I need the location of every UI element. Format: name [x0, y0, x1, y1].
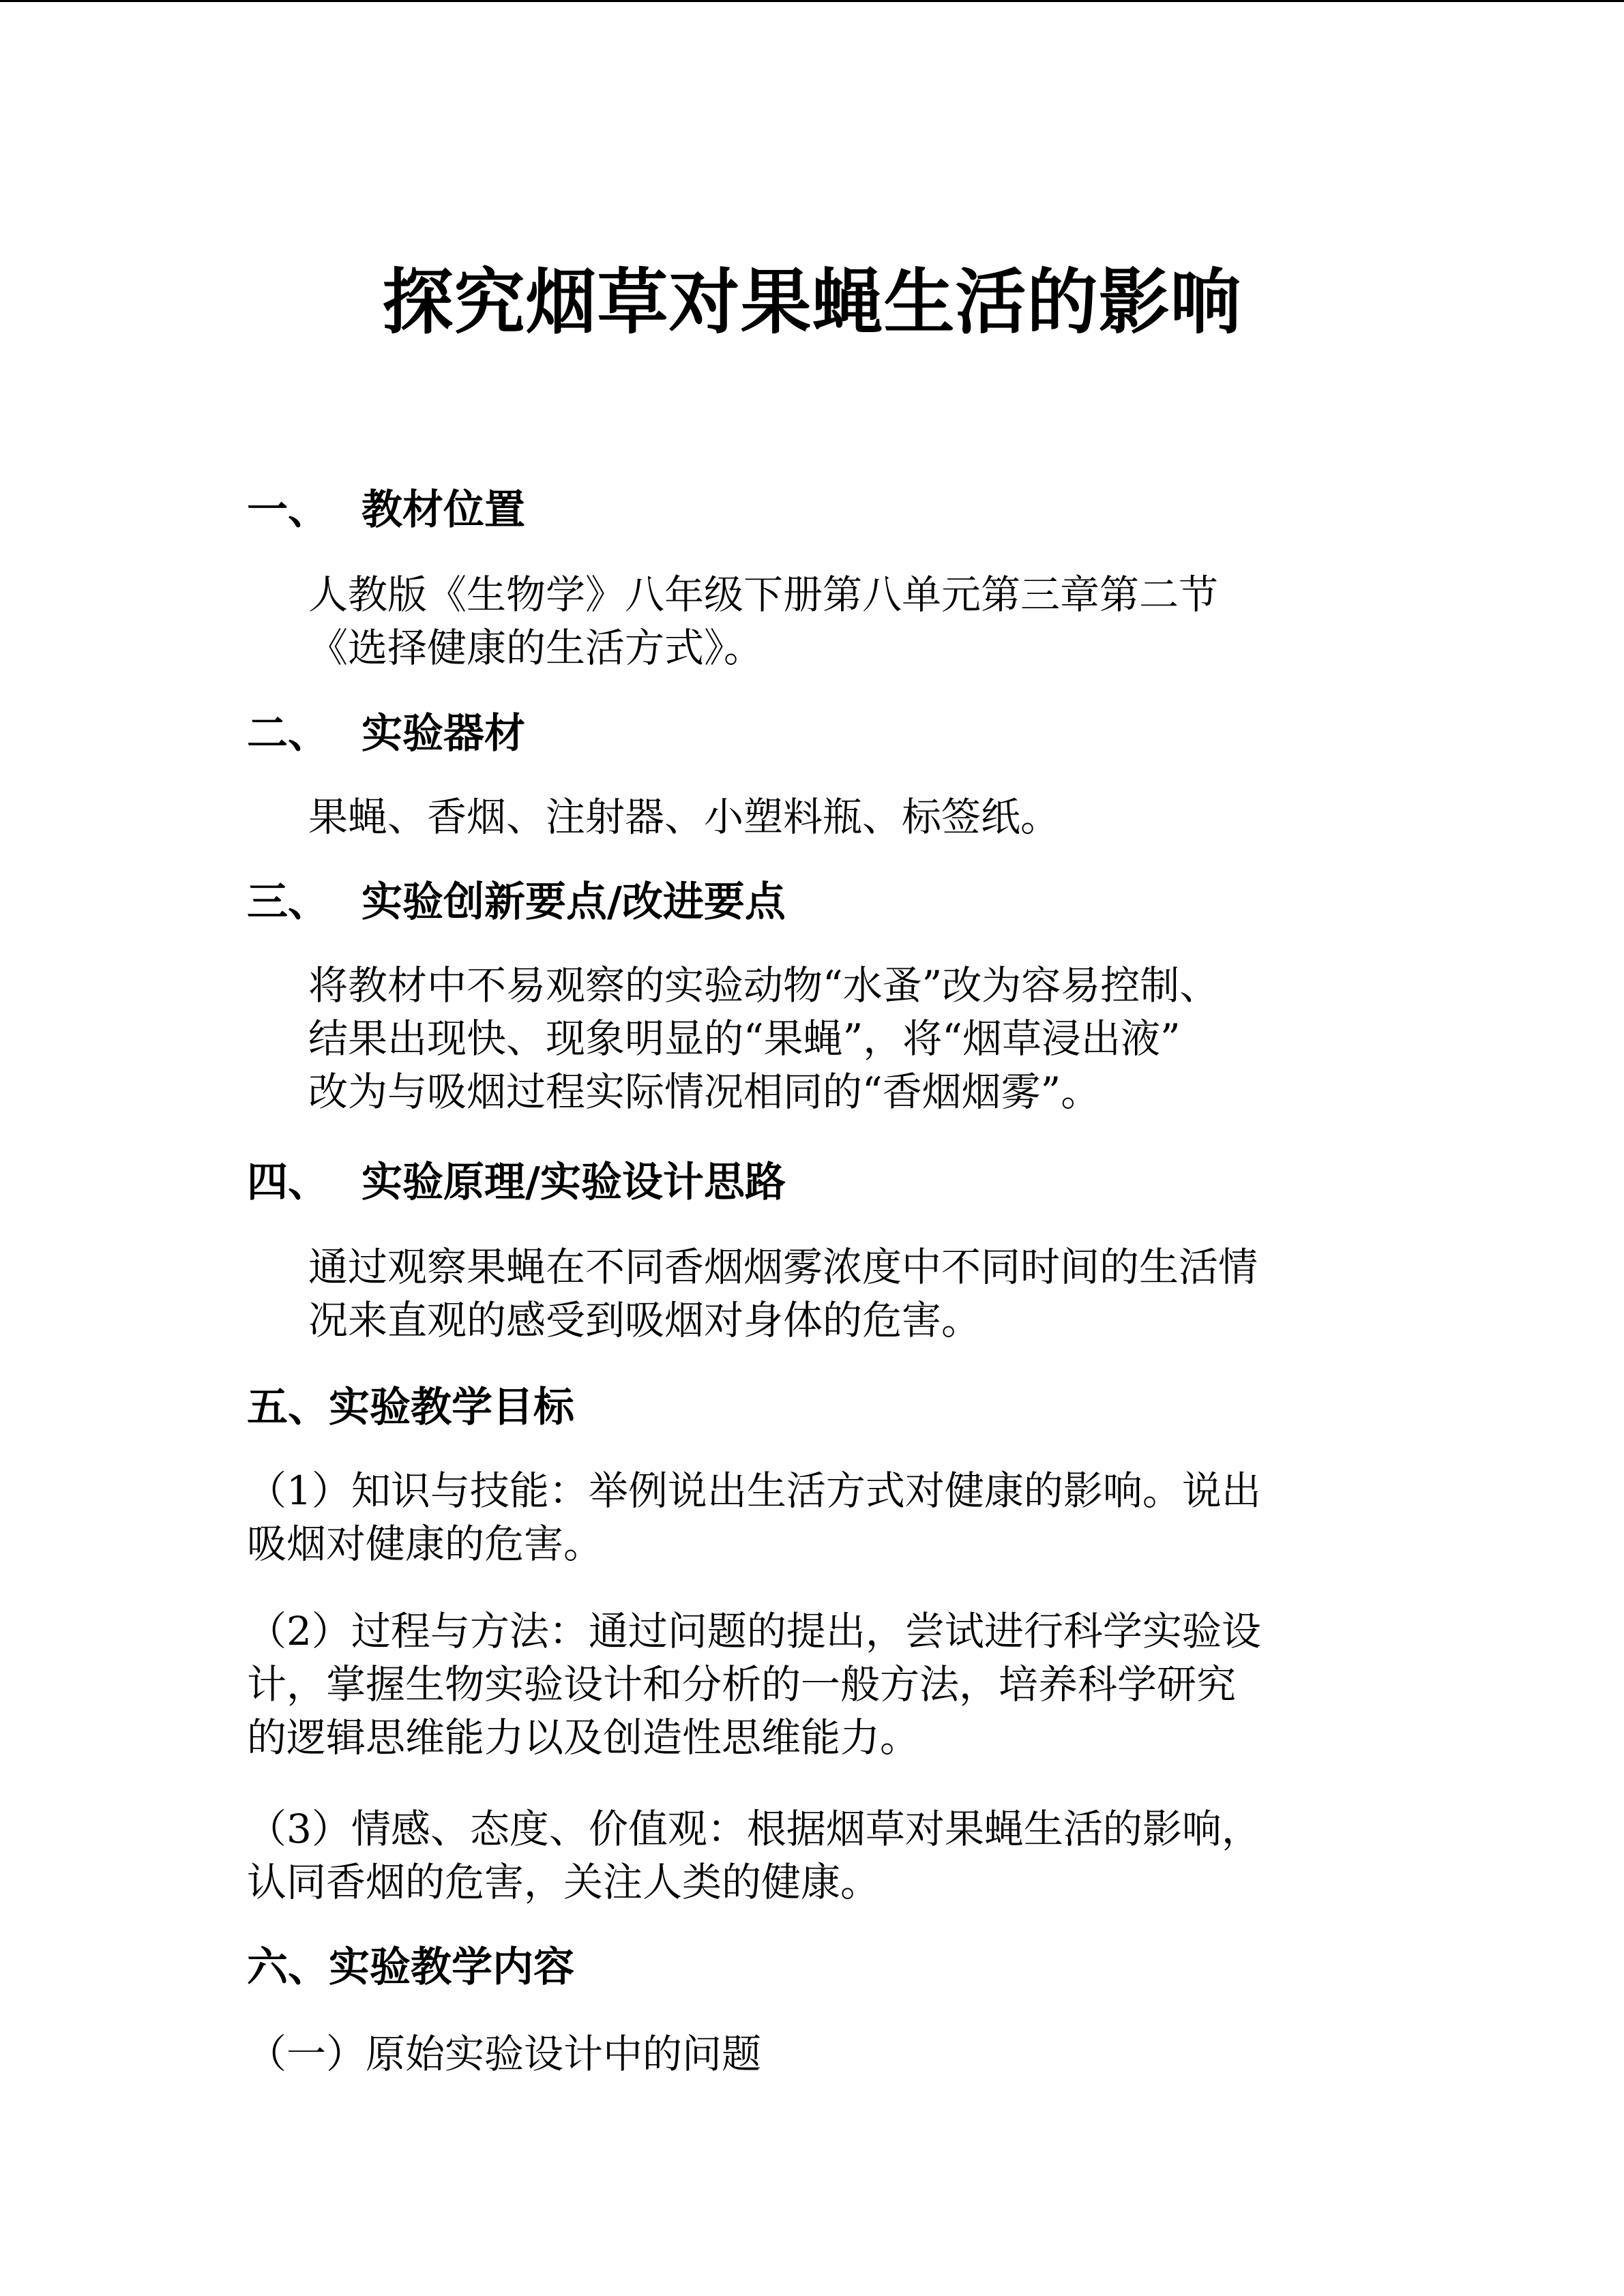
- objective-item-2: [247, 1605, 1400, 1764]
- section-number: 六、: [247, 1943, 329, 1991]
- section-title: 实验教学目标: [329, 1384, 574, 1431]
- body-line: 认同香烟的危害，关注人类的健康。: [247, 1859, 881, 1905]
- section-number: 四、: [247, 1159, 329, 1206]
- body-line: 果蝇、香烟、注射器、小塑料瓶、标签纸。: [308, 794, 1061, 840]
- section-number: 五、: [247, 1384, 329, 1431]
- section-number: 三、: [247, 878, 329, 926]
- section-heading-1: [247, 483, 525, 537]
- section-title: 教材位置: [361, 486, 525, 534]
- body-line: （1）知识与技能：举例说出生活方式对健康的影响。说出: [247, 1467, 1261, 1514]
- section-heading-3: [247, 875, 786, 929]
- content-subheading-1: [247, 2027, 1400, 2081]
- section-title: 实验教学内容: [329, 1943, 574, 1991]
- section-heading-6: [247, 1940, 574, 1995]
- section-title: 实验器材: [361, 710, 525, 758]
- section-body-3: [308, 959, 1400, 1118]
- section-title: 实验原理/实验设计思路: [361, 1159, 786, 1206]
- body-line: 将教材中不易观察的实验动物“水蚤”改为容易控制、: [308, 962, 1220, 1009]
- objective-item-1: [247, 1464, 1400, 1570]
- section-body-2: [308, 790, 1400, 844]
- section-heading-4: [247, 1155, 786, 1210]
- section-body-1: [308, 568, 1400, 674]
- objective-item-3: [247, 1802, 1400, 1909]
- body-line: （2）过程与方法：通过问题的提出，尝试进行科学实验设: [247, 1608, 1261, 1654]
- section-heading-2: [247, 706, 525, 761]
- section-number: 二、: [247, 710, 329, 758]
- body-line: 改为与吸烟过程实际情况相同的“香烟烟雾”。: [308, 1069, 1101, 1115]
- section-heading-5: [247, 1380, 574, 1435]
- body-line: 通过观察果蝇在不同香烟烟雾浓度中不同时间的生活情: [308, 1244, 1258, 1290]
- section-body-4: [308, 1240, 1400, 1347]
- body-line: 的逻辑思维能力以及创造性思维能力。: [247, 1714, 920, 1761]
- body-line: 计，掌握生物实验设计和分析的一般方法，培养科学研究: [247, 1661, 1237, 1708]
- body-line: （一）原始实验设计中的问题: [247, 2031, 762, 2077]
- body-line: 结果出现快、现象明显的“果蝇”，将“烟草浸出液”: [308, 1015, 1181, 1062]
- body-line: 况来直观的感受到吸烟对身体的危害。: [308, 1297, 981, 1343]
- section-title: 实验创新要点/改进要点: [361, 878, 786, 926]
- document-title: 探究烟草对果蝇生活的影响: [382, 260, 1242, 344]
- body-line: 《选择健康的生活方式》。: [308, 625, 764, 671]
- section-number: 一、: [247, 486, 329, 534]
- body-line: 人教版《生物学》八年级下册第八单元第三章第二节: [308, 571, 1219, 618]
- body-line: （3）情感、态度、价值观：根据烟草对果蝇生活的影响，: [247, 1806, 1261, 1852]
- body-line: 吸烟对健康的危害。: [247, 1521, 604, 1567]
